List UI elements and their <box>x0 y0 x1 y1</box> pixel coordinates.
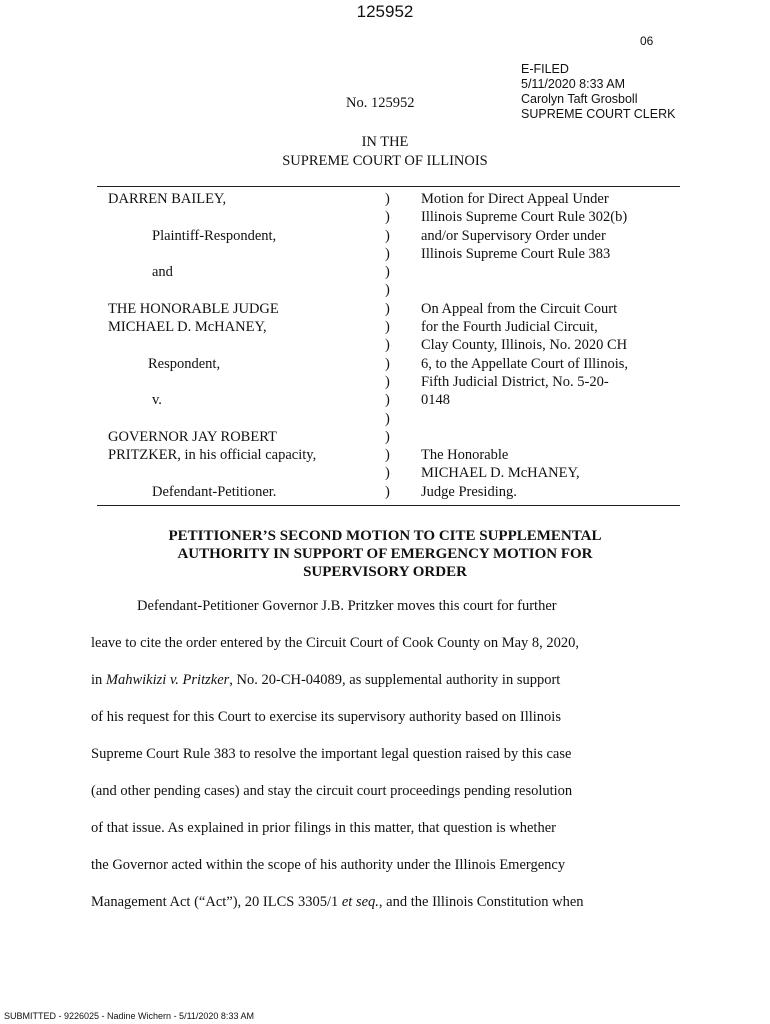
body-line: (and other pending cases) and stay the circuit court proceedings pending resolution <box>91 783 573 799</box>
efile-label: E-FILED <box>521 62 569 76</box>
caption-paren: ) <box>385 245 390 262</box>
submission-footer: SUBMITTED - 9226025 - Nadine Wichern - 5/11/2020 8:33 AM <box>4 1011 254 1021</box>
caption-info-line: Motion for Direct Appeal Under <box>421 191 609 207</box>
body-line: of his request for this Court to exercise its supervisory authority based on Illinois <box>91 709 561 725</box>
caption-info-line: Clay County, Illinois, No. 2020 CH <box>421 337 628 354</box>
caption-paren: ) <box>385 465 390 482</box>
body-text-span: , No. 20-CH-04089, as supplemental authority in support <box>229 672 561 688</box>
caption-info-line <box>421 263 628 281</box>
body-line: of that issue. As explained in prior filings in this matter, that question is whether <box>91 820 556 836</box>
caption-party-line <box>108 245 316 263</box>
caption-parentheses <box>385 190 390 501</box>
caption-info-line: Illinois Supreme Court Rule 302(b) <box>421 209 628 226</box>
efile-datetime: 5/11/2020 8:33 AM <box>521 77 626 91</box>
caption-paren: ) <box>385 300 390 317</box>
caption-paren: ) <box>385 209 390 226</box>
body-line: Supreme Court Rule 383 to resolve the important legal question raised by this case <box>91 746 572 762</box>
caption-paren: ) <box>385 337 390 354</box>
court-heading <box>0 133 770 171</box>
body-line: leave to cite the order entered by the Circuit Court of Cook County on May 8, 2020, <box>91 635 580 651</box>
caption-party-role: Plaintiff-Respondent, <box>152 227 277 244</box>
caption-paren: ) <box>385 264 390 281</box>
caption-paren: ) <box>385 428 390 445</box>
caption-top-rule <box>97 186 680 187</box>
caption-proceeding-info <box>421 190 628 501</box>
caption-paren: ) <box>385 191 390 207</box>
caption-info-line: Fifth Judicial District, No. 5-20- <box>421 373 609 390</box>
body-text-span: in <box>91 672 106 688</box>
case-citation: Mahwikizi v. Pritzker <box>105 672 230 688</box>
body-line <box>91 672 560 689</box>
caption-info-line: 0148 <box>421 392 450 409</box>
caption-party-line: MICHAEL D. McHANEY, <box>108 319 267 336</box>
caption-info-line: MICHAEL D. McHANEY, <box>421 465 580 482</box>
motion-title <box>0 527 770 581</box>
caption-info-line: 6, to the Appellate Court of Illinois, <box>421 355 629 372</box>
caption-connector: and <box>152 264 173 281</box>
efile-clerk-name: Carolyn Taft Grosboll <box>521 92 638 106</box>
caption-paren: ) <box>385 282 390 299</box>
caption-party-line <box>108 208 316 226</box>
caption-party-role: Respondent, <box>148 355 221 372</box>
filing-number-header: 125952 <box>356 2 414 21</box>
court-heading-line-1: IN THE <box>361 134 409 150</box>
caption-party-line <box>108 464 316 482</box>
caption-party-role: Defendant-Petitioner. <box>152 483 277 500</box>
caption-info-line: and/or Supervisory Order under <box>421 227 606 244</box>
caption-paren: ) <box>385 410 390 427</box>
caption-info-line: The Honorable <box>421 447 509 464</box>
case-number: No. 125952 <box>346 95 415 111</box>
body-text-span: , and the Illinois Constitution when <box>378 894 584 910</box>
caption-info-line <box>421 281 628 299</box>
page-number: 06 <box>640 34 654 48</box>
court-heading-line-2: SUPREME COURT OF ILLINOIS <box>282 153 488 169</box>
motion-title-line-1: PETITIONER’S SECOND MOTION TO CITE SUPPLEMENTAL <box>168 528 602 544</box>
efile-clerk-title: SUPREME COURT CLERK <box>521 107 676 121</box>
latin-abbreviation: et seq. <box>341 894 379 910</box>
caption-info-line: Judge Presiding. <box>421 483 517 500</box>
caption-paren: ) <box>385 355 390 372</box>
caption-info-line: On Appeal from the Circuit Court <box>421 300 618 317</box>
caption-party-line <box>108 410 316 428</box>
caption-paren: ) <box>385 447 390 464</box>
caption-paren: ) <box>385 227 390 244</box>
motion-title-line-2: AUTHORITY IN SUPPORT OF EMERGENCY MOTION FOR <box>177 546 593 562</box>
efile-stamp <box>521 62 675 122</box>
caption-parties <box>108 190 316 501</box>
caption-paren: ) <box>385 319 390 336</box>
caption-info-line: for the Fourth Judicial Circuit, <box>421 319 598 336</box>
caption-party-line: GOVERNOR JAY ROBERT <box>108 428 277 445</box>
caption-bottom-rule <box>97 505 680 506</box>
caption-paren: ) <box>385 392 390 409</box>
caption-paren: ) <box>385 483 390 500</box>
caption-info-line <box>421 428 628 446</box>
caption-party-line <box>108 336 316 354</box>
body-line: the Governor acted within the scope of his authority under the Illinois Emergency <box>91 857 566 873</box>
caption-party-line: DARREN BAILEY, <box>108 191 227 207</box>
motion-title-line-3: SUPERVISORY ORDER <box>303 564 467 580</box>
caption-party-line <box>108 281 316 299</box>
caption-connector: v. <box>152 392 162 409</box>
body-line: Defendant-Petitioner Governor J.B. Pritzker moves this court for further <box>137 598 557 614</box>
caption-party-line <box>108 373 316 391</box>
caption-info-line: Illinois Supreme Court Rule 383 <box>421 245 611 262</box>
body-text-span: Management Act (“Act”), 20 ILCS 3305/1 <box>91 894 342 910</box>
caption-party-line: PRITZKER, in his official capacity, <box>108 447 317 464</box>
caption-paren: ) <box>385 373 390 390</box>
caption-party-line: THE HONORABLE JUDGE <box>108 300 279 317</box>
caption-info-line <box>421 410 628 428</box>
body-line <box>91 894 584 911</box>
